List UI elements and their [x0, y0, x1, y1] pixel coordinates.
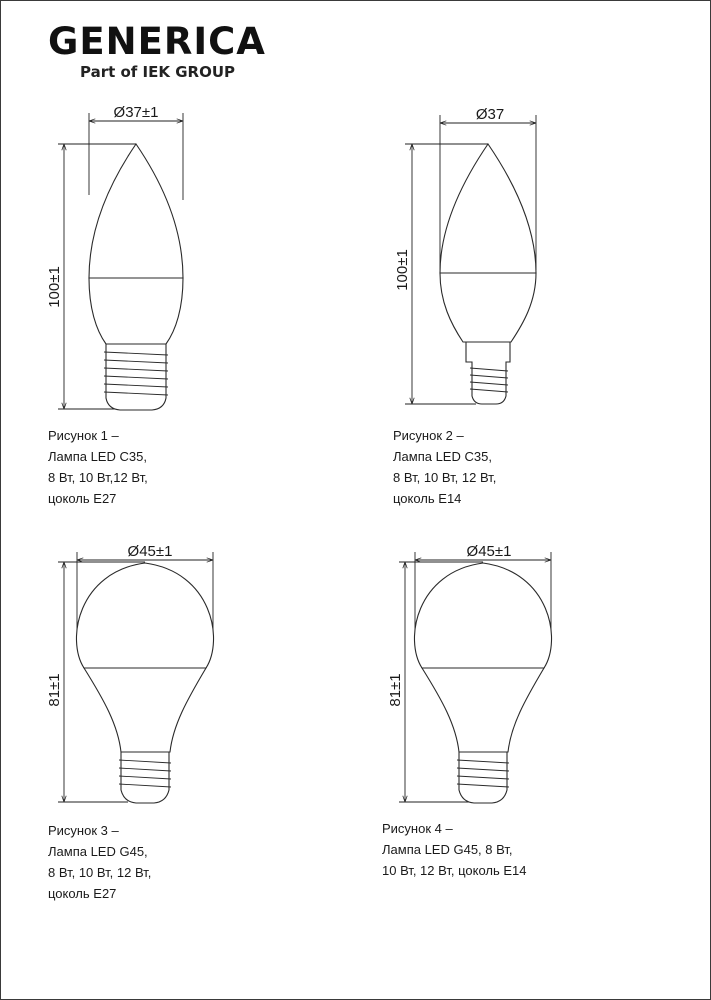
figure-1-caption-line-1: Рисунок 1 –	[48, 428, 119, 443]
figure-1-caption-line-4: цоколь E27	[48, 491, 117, 506]
figure-3-caption-line-2: Лампа LED G45,	[48, 844, 148, 859]
figure-2-caption-line-3: 8 Вт, 10 Вт, 12 Вт,	[393, 470, 497, 485]
figure-1-diameter-label: Ø37±1	[113, 104, 159, 121]
figure-4-drawing	[387, 543, 552, 803]
lamp-c35-e27	[89, 144, 183, 410]
brand-tagline: Part of IEK GROUP	[80, 63, 236, 81]
figure-4-height-label: 81±1	[387, 673, 404, 707]
figure-3-caption	[48, 820, 151, 904]
figure-4-caption-line-3: 10 Вт, 12 Вт, цоколь E14	[382, 863, 527, 878]
lamp-g45-e14	[414, 563, 551, 803]
figure-1-caption-line-3: 8 Вт, 10 Вт,12 Вт,	[48, 470, 148, 485]
figure-1-caption	[48, 425, 148, 509]
figure-3-drawing	[46, 543, 214, 803]
figure-4-caption-line-1: Рисунок 4 –	[382, 821, 453, 836]
figure-1-height-label: 100±1	[46, 266, 63, 308]
figure-2-height-label: 100±1	[394, 249, 411, 291]
figure-4-caption-line-2: Лампа LED G45, 8 Вт,	[382, 842, 513, 857]
figure-4-diameter-label: Ø45±1	[466, 543, 512, 560]
lamp-c35-e14	[440, 144, 536, 404]
figure-3-caption-line-1: Рисунок 3 –	[48, 823, 119, 838]
lamp-g45-e27	[76, 563, 213, 803]
figure-2-caption-line-1: Рисунок 2 –	[393, 428, 464, 443]
figure-3-diameter-label: Ø45±1	[127, 543, 173, 560]
figure-3-caption-line-3: 8 Вт, 10 Вт, 12 Вт,	[48, 865, 152, 880]
figure-2-caption-line-2: Лампа LED C35,	[393, 449, 492, 464]
figure-2-caption-line-4: цоколь E14	[393, 491, 462, 506]
figure-3-height-label: 81±1	[46, 673, 63, 707]
figure-1-caption-line-2: Лампа LED C35,	[48, 449, 147, 464]
figure-2-drawing	[394, 106, 536, 404]
figure-3-caption-line-4: цоколь E27	[48, 886, 117, 901]
figure-2-caption	[393, 425, 496, 509]
figure-2-diameter-label: Ø37	[475, 106, 505, 123]
figure-1-drawing	[46, 104, 183, 410]
figure-4-caption	[382, 818, 527, 881]
brand-logo: GENERICA	[48, 20, 266, 63]
